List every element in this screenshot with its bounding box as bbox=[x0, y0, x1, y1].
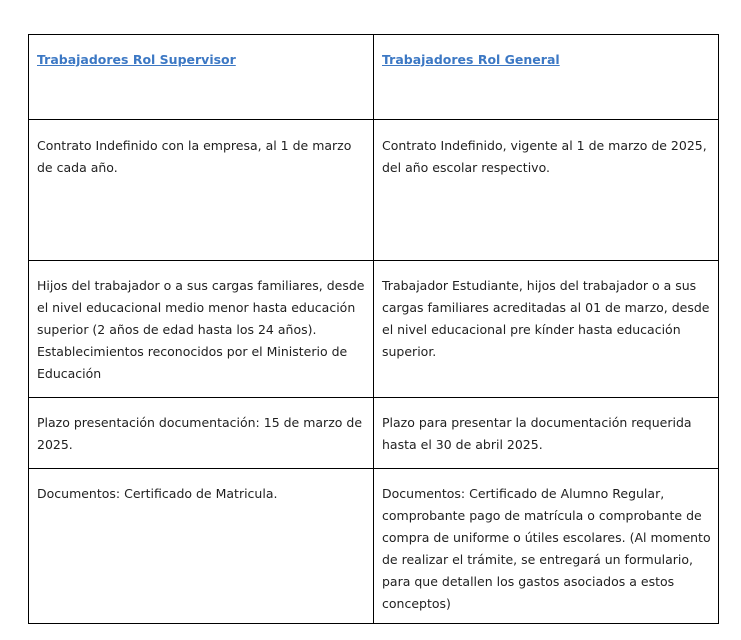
beneficiaries-general-cell: Trabajador Estudiante, hijos del trabajador o a sus cargas familiares acreditadas al 01 de marzo, desde el nivel educacional pre kínder hasta educación superior. bbox=[374, 261, 719, 398]
table-header-row bbox=[29, 35, 719, 120]
table-row-deadline bbox=[29, 398, 719, 469]
table-row-beneficiaries bbox=[29, 261, 719, 398]
document-body bbox=[28, 34, 718, 624]
benefits-comparison-table bbox=[28, 34, 719, 624]
contract-general-cell: Contrato Indefinido, vigente al 1 de marzo de 2025, del año escolar respectivo. bbox=[374, 120, 719, 261]
documents-supervisor-cell: Documentos: Certificado de Matricula. bbox=[29, 469, 374, 624]
header-cell-general bbox=[374, 35, 719, 120]
table-row-contract bbox=[29, 120, 719, 261]
table-row-documents bbox=[29, 469, 719, 624]
beneficiaries-supervisor-cell: Hijos del trabajador o a sus cargas familiares, desde el nivel educacional medio menor hasta educación superior (2 años de edad hasta los 24 años). Establecimientos reconocidos por el Ministerio de Educación bbox=[29, 261, 374, 398]
deadline-supervisor-cell: Plazo presentación documentación: 15 de marzo de 2025. bbox=[29, 398, 374, 469]
general-role-link[interactable]: Trabajadores Rol General bbox=[382, 52, 560, 67]
contract-supervisor-cell: Contrato Indefinido con la empresa, al 1 de marzo de cada año. bbox=[29, 120, 374, 261]
documents-general-cell: Documentos: Certificado de Alumno Regular, comprobante pago de matrícula o comprobante de compra de uniforme o útiles escolares. (Al momento de realizar el trámite, se entregará un formulario, para que detallen los gastos asociados a estos conceptos) bbox=[374, 469, 719, 624]
deadline-general-cell: Plazo para presentar la documentación requerida hasta el 30 de abril 2025. bbox=[374, 398, 719, 469]
supervisor-role-link[interactable]: Trabajadores Rol Supervisor bbox=[37, 52, 236, 67]
header-cell-supervisor bbox=[29, 35, 374, 120]
